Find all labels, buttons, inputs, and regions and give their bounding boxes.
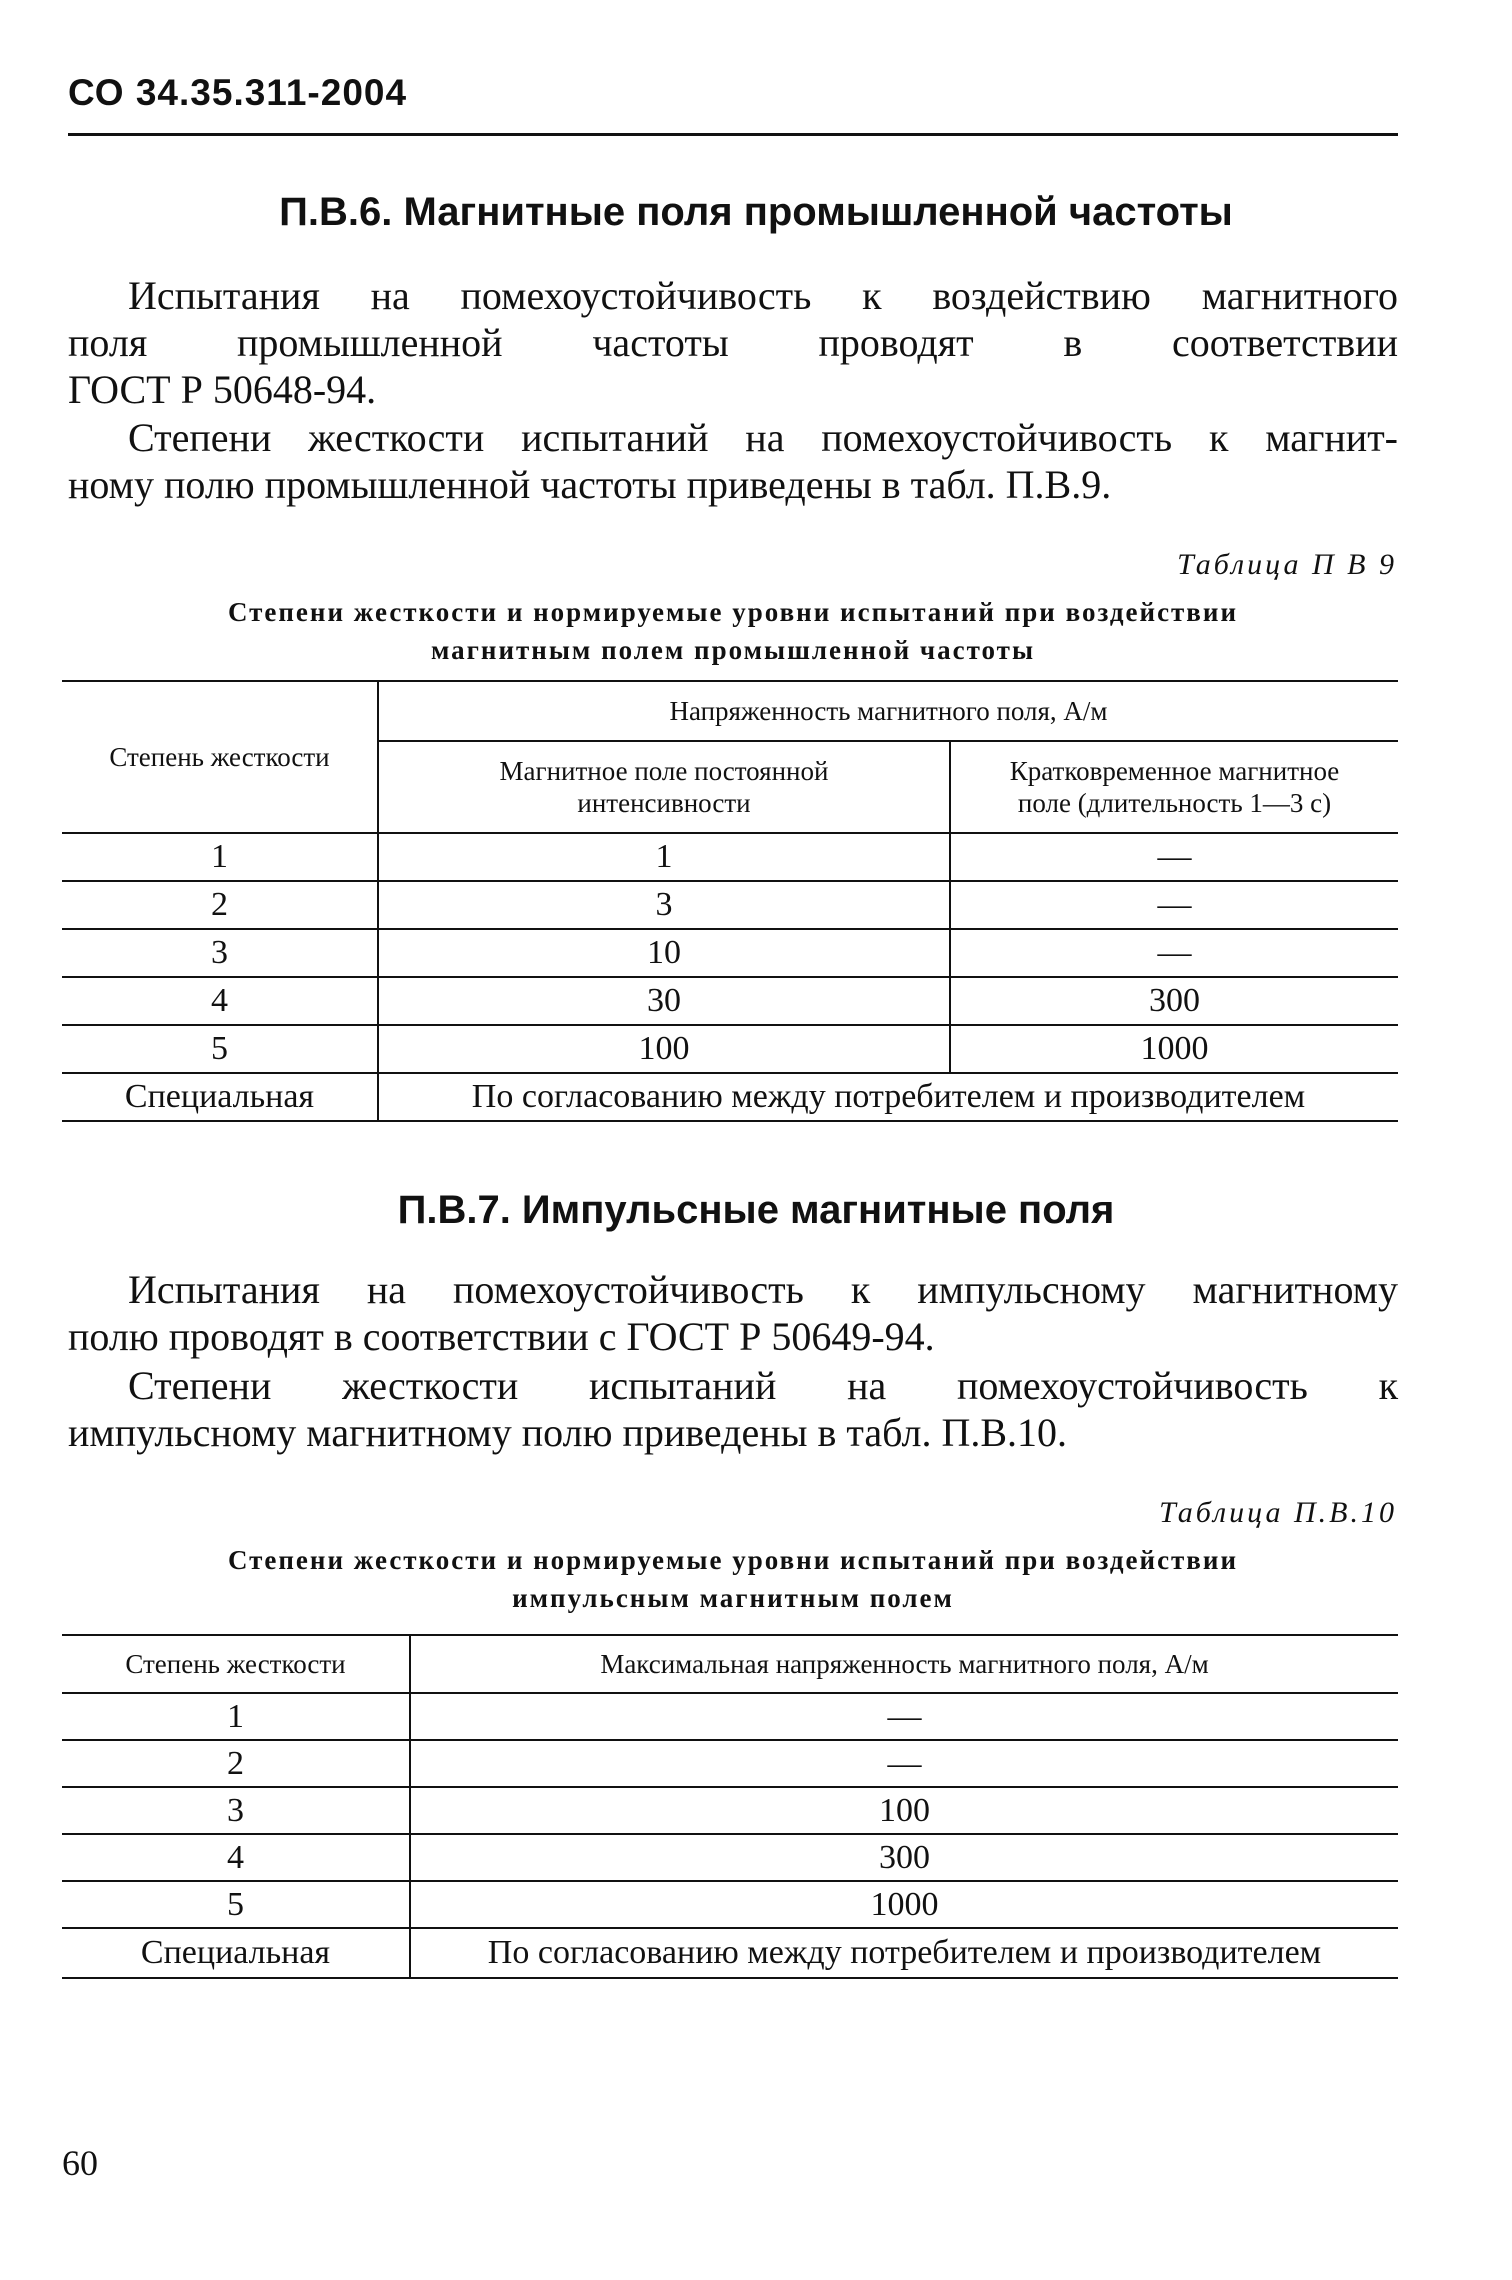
- caption-line: импульсным магнитным полем: [512, 1583, 954, 1613]
- table-label-pv10: Таблица П.В.10: [1159, 1496, 1397, 1529]
- section-heading-pv6: П.В.6. Магнитные поля промышленной частоты: [279, 190, 1233, 234]
- paragraph-line: Степени жесткости испытаний на помехоустойчивость к магнит-: [128, 415, 1398, 460]
- paragraph-line: Испытания на помехоустойчивость к воздействию магнитного: [128, 273, 1398, 318]
- paragraph-line: поля промышленной частоты проводят в соответствии: [68, 320, 1398, 365]
- document-code: СО 34.35.311-2004: [68, 72, 408, 113]
- column-header-max-field-strength: Максимальная напряженность магнитного поля, А/м: [600, 1649, 1209, 1679]
- caption-line: магнитным полем промышленной частоты: [430, 635, 1036, 665]
- table-row-special: Специальная По согласованию между потребителем и производителем: [62, 1073, 1398, 1121]
- column-header-level: Степень жесткости: [62, 681, 378, 833]
- paragraph-line: Испытания на помехоустойчивость к импульсному магнитному: [128, 1267, 1398, 1312]
- table-caption-pv9: [68, 593, 1398, 669]
- table-row: 3 100: [62, 1787, 1398, 1834]
- table-row: 4 300: [62, 1834, 1398, 1881]
- table-row: 2 3 —: [62, 881, 1398, 929]
- paragraph-line: полю проводят в соответствии с ГОСТ Р 50649-94.: [68, 1314, 935, 1359]
- caption-line: Степени жесткости и нормируемые уровни испытаний при воздействии: [227, 597, 1239, 627]
- paragraph-line: ГОСТ Р 50648-94.: [68, 367, 377, 412]
- column-header-field-strength: Напряженность магнитного поля, А/м: [378, 681, 1398, 741]
- table-row: 4 30 300: [62, 977, 1398, 1025]
- table-label-pv9: Таблица П В 9: [1177, 548, 1397, 581]
- table-pv9: [62, 680, 1398, 1122]
- table-row: 1 —: [62, 1693, 1398, 1740]
- paragraph-pv6-2: [68, 414, 1398, 508]
- table-row: 5 100 1000: [62, 1025, 1398, 1073]
- column-header-short-field: Кратковременное магнитное поле (длительность 1—3 с): [1009, 756, 1340, 818]
- table-row: 1 1 —: [62, 833, 1398, 881]
- table-row: 2 —: [62, 1740, 1398, 1787]
- paragraph-pv7-2: [68, 1362, 1398, 1456]
- paragraph-pv7-1: [68, 1266, 1398, 1360]
- column-header-constant-field: Магнитное поле постоянной интенсивности: [378, 741, 950, 833]
- table-pv10: [62, 1634, 1398, 1979]
- paragraph-pv6-1: [68, 272, 1398, 413]
- column-header-level: Степень жесткости: [62, 1635, 410, 1693]
- paragraph-line: ному полю промышленной частоты приведены в табл. П.В.9.: [68, 462, 1112, 507]
- paragraph-line: импульсному магнитному полю приведены в табл. П.В.10.: [68, 1410, 1068, 1455]
- caption-line: Степени жесткости и нормируемые уровни испытаний при воздействии: [227, 1545, 1239, 1575]
- table-caption-pv10: [68, 1541, 1398, 1617]
- section-heading-pv7: П.В.7. Импульсные магнитные поля: [397, 1188, 1115, 1232]
- paragraph-line: Степени жесткости испытаний на помехоустойчивость к: [128, 1363, 1398, 1408]
- table-row: 5 1000: [62, 1881, 1398, 1928]
- page-number: 60: [62, 2143, 98, 2183]
- header-rule: [68, 133, 1398, 136]
- table-row-special: Специальная По согласованию между потребителем и производителем: [62, 1928, 1398, 1978]
- table-row: 3 10 —: [62, 929, 1398, 977]
